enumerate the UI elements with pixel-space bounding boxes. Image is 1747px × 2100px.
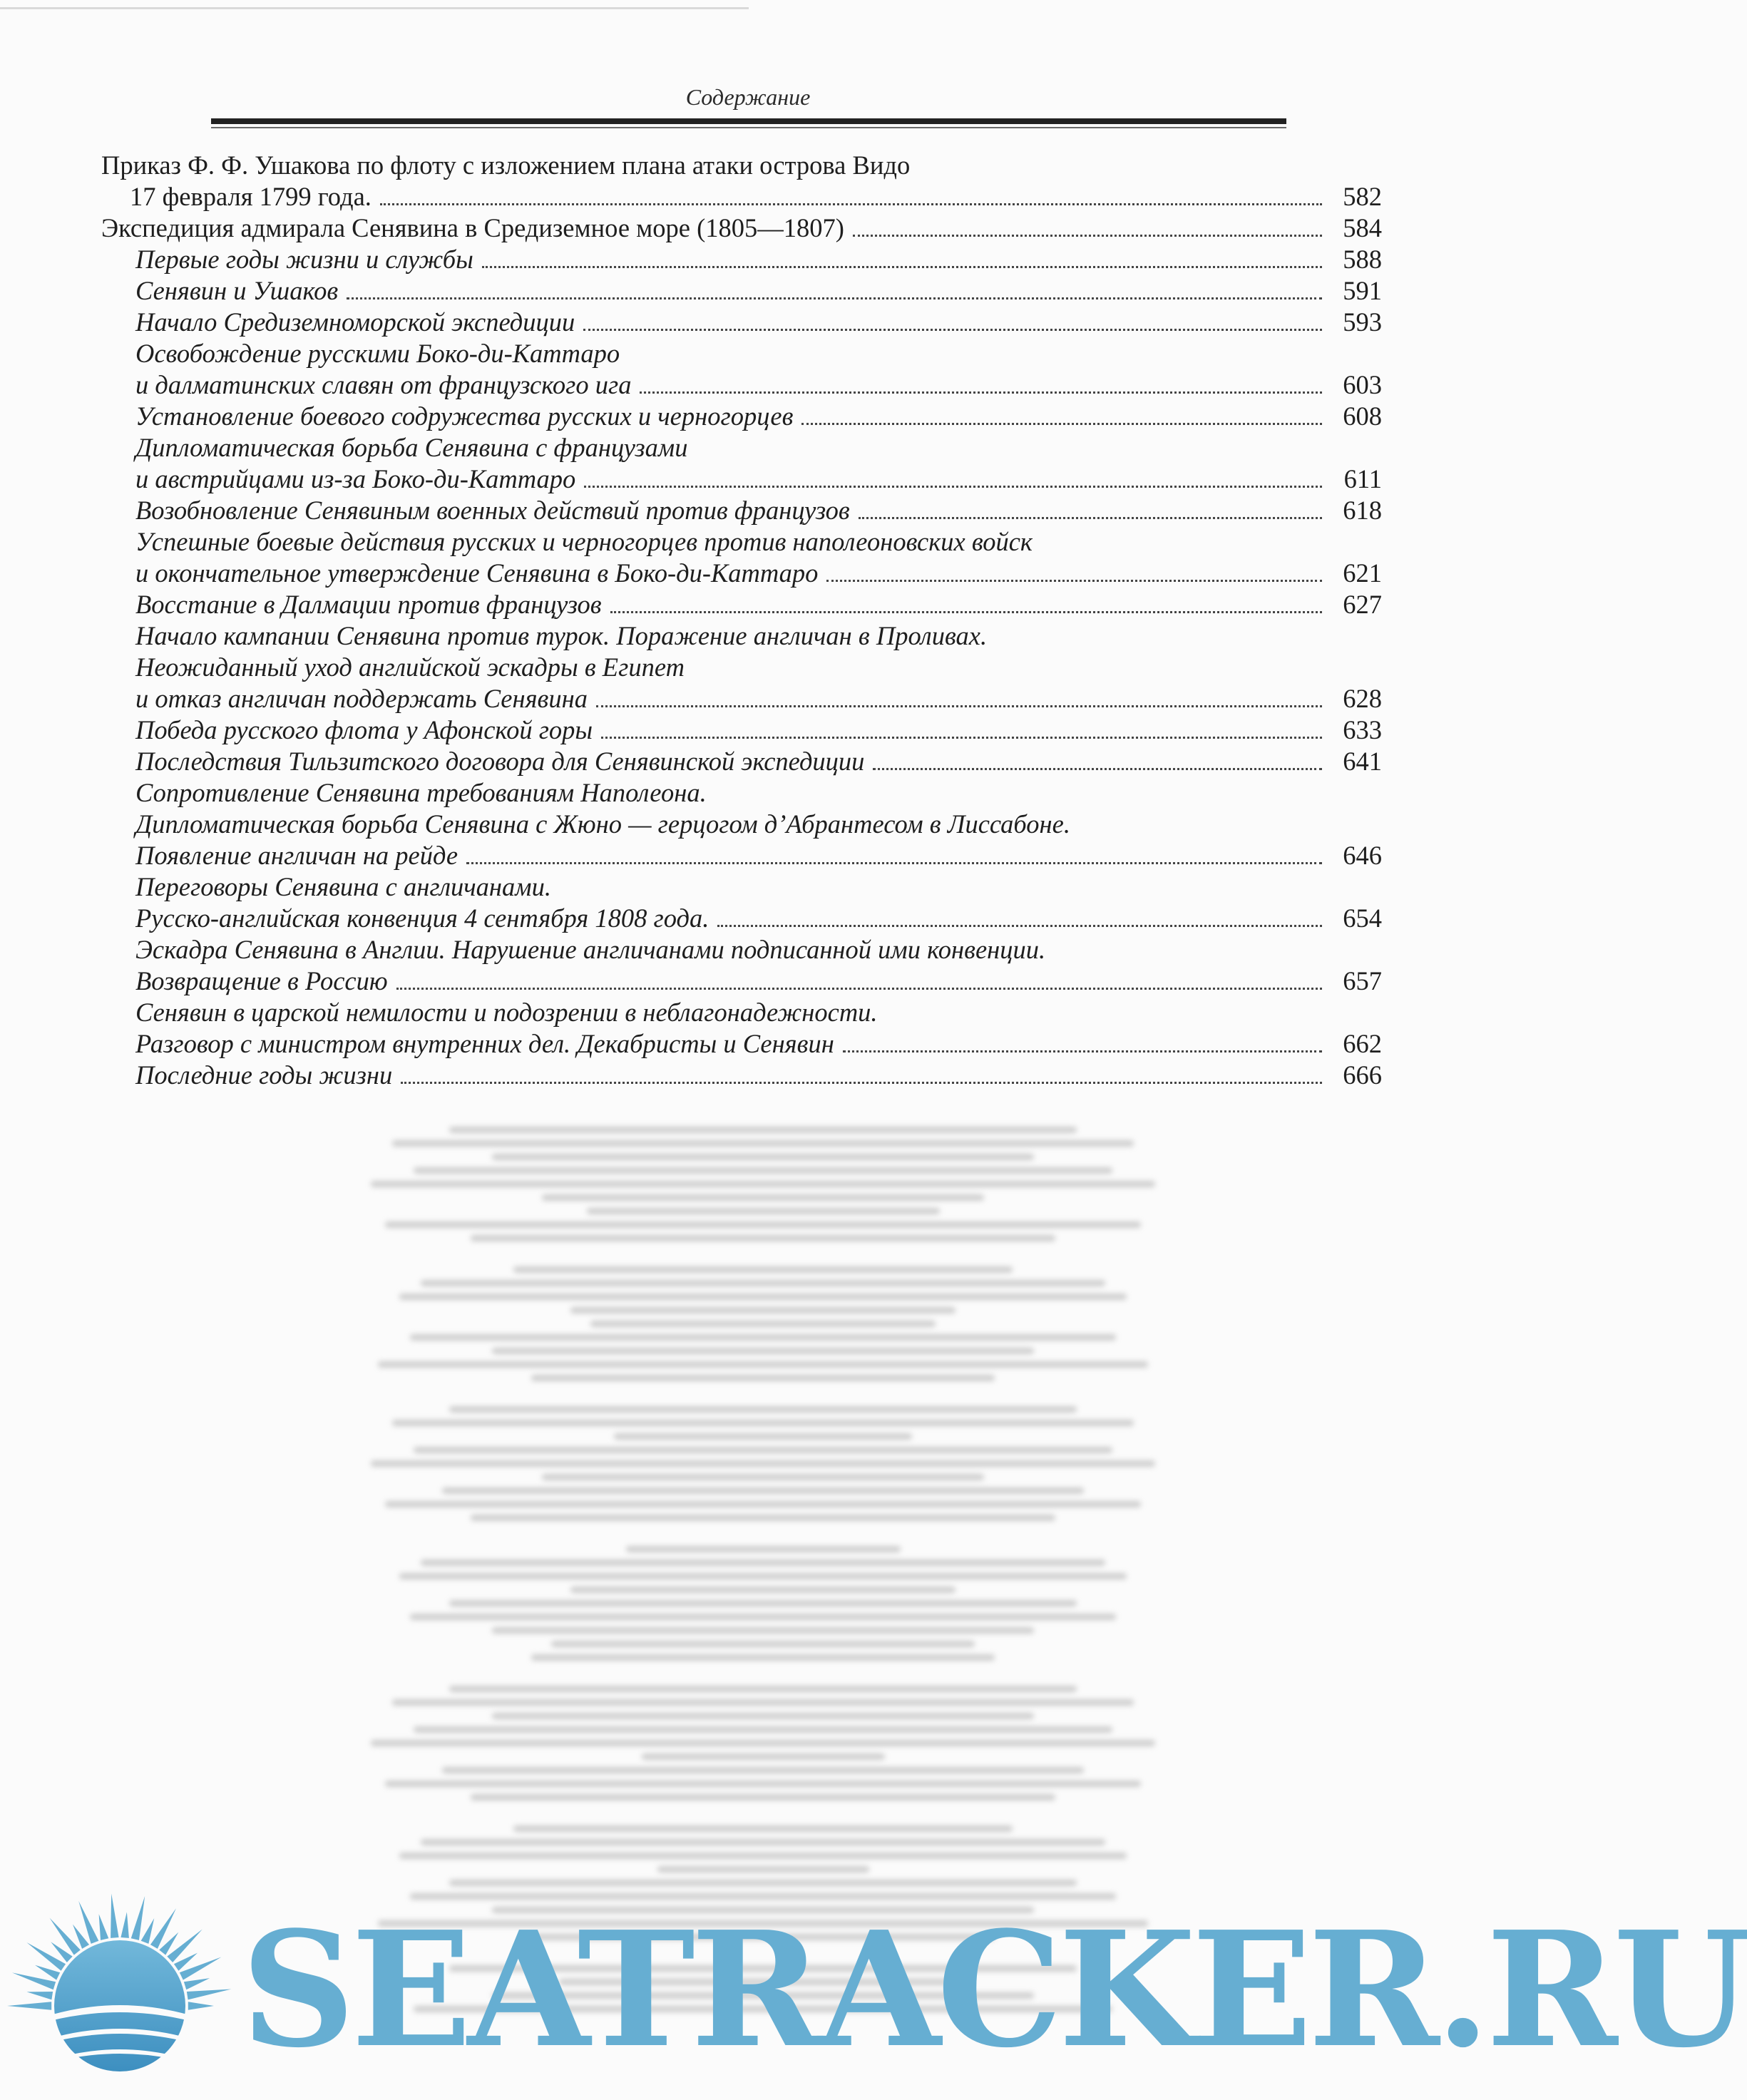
sun-ray	[141, 1918, 155, 1944]
toc-entry	[101, 652, 1382, 683]
sun-ray	[111, 1893, 118, 1937]
toc-entry-title: и австрийцами из-за Боко-ди-Каттаро	[135, 464, 576, 493]
bleed-line	[399, 1573, 1127, 1579]
bleed-line	[399, 1294, 1127, 1300]
dot-leader	[596, 705, 1322, 707]
sun-ray	[35, 1965, 60, 1980]
bleed-line	[590, 1321, 936, 1327]
toc-entry	[101, 1060, 1382, 1091]
bleed-line	[414, 1447, 1112, 1453]
toc-entry	[101, 212, 1382, 244]
bleed-line	[587, 1208, 940, 1214]
toc-entry	[101, 840, 1382, 871]
header-rule	[211, 118, 1286, 124]
dot-leader	[610, 611, 1322, 613]
toc-page-number: 654	[1343, 903, 1382, 933]
toc-entry	[101, 903, 1382, 934]
toc-entry	[101, 1028, 1382, 1060]
sun-ray	[49, 1917, 80, 1955]
bleed-line	[410, 1334, 1116, 1341]
toc-entry	[101, 526, 1382, 558]
bleed-line	[492, 1713, 1034, 1719]
toc-entry-title: Дипломатическая борьба Сенявина с Жюно — герцогом д’Абрантесом в Лиссабоне.	[135, 809, 1070, 839]
bleed-line	[513, 1266, 1013, 1273]
dot-leader	[466, 862, 1322, 864]
toc-entry	[101, 463, 1382, 495]
dot-leader	[583, 329, 1322, 331]
toc-entry	[101, 777, 1382, 809]
sun-ray	[26, 1992, 53, 1999]
bleed-line	[570, 1307, 956, 1313]
toc-entry-title: Успешные боевые действия русских и черногорцев против наполеоновских войск	[135, 527, 1033, 556]
toc-entry	[101, 307, 1382, 338]
toc-entry-title: Возвращение в Россию	[135, 966, 388, 995]
toc-entry-title: Начало Средиземноморской экспедиции	[135, 307, 575, 337]
toc-entry-title: Разговор с министром внутренних дел. Декабристы и Сенявин	[135, 1029, 834, 1058]
toc-entry-title: Восстание в Далмации против французов	[135, 590, 602, 619]
toc-entry	[101, 369, 1382, 401]
toc-page-number: 618	[1343, 496, 1382, 525]
toc-page-number: 666	[1343, 1060, 1382, 1090]
bleed-line	[626, 1546, 901, 1552]
bleed-line	[449, 1686, 1077, 1692]
toc-entry-title: Русско-английская конвенция 4 сентября 1808 года.	[135, 903, 709, 933]
bleed-line	[392, 1420, 1134, 1426]
toc-entry	[101, 432, 1382, 463]
bleed-line	[492, 1348, 1034, 1354]
sun-ray	[187, 1989, 231, 1999]
dot-leader	[801, 423, 1322, 425]
toc-entry	[101, 809, 1382, 840]
toc-entry-title: Сенявин в царской немилости и подозрении в неблагонадежности.	[135, 998, 878, 1027]
toc-entry-title: и окончательное утверждение Сенявина в Боко-ди-Каттаро	[135, 558, 819, 588]
bleed-line	[531, 1654, 995, 1661]
toc-entry	[101, 746, 1382, 777]
toc-page-number: 591	[1343, 276, 1382, 305]
toc-page-number: 657	[1343, 966, 1382, 995]
toc-entry	[101, 338, 1382, 369]
bleed-line	[642, 1753, 885, 1760]
bleed-line	[492, 1154, 1034, 1160]
bleed-line	[392, 1140, 1134, 1147]
toc-entry-title: Последствия Тильзитского договора для Сенявинской экспедиции	[135, 747, 865, 776]
toc-page-number: 611	[1343, 464, 1382, 493]
toc-page-number: 633	[1343, 715, 1382, 744]
toc-page-number: 662	[1343, 1029, 1382, 1058]
bleed-line	[371, 1460, 1155, 1467]
toc-entry-title: Возобновление Сенявиным военных действий против французов	[135, 496, 850, 525]
toc-page-number: 588	[1343, 245, 1382, 274]
toc-entry	[101, 714, 1382, 746]
sun-ray	[188, 2002, 214, 2010]
toc-entry	[101, 683, 1382, 714]
toc-entry-title: Сенявин и Ушаков	[135, 276, 339, 305]
toc-entry	[101, 997, 1382, 1028]
dot-leader	[601, 737, 1322, 739]
sun-ray	[99, 1914, 109, 1940]
toc-entry	[101, 181, 1382, 212]
bleed-line	[410, 1614, 1116, 1620]
bleed-line	[421, 1559, 1105, 1566]
sun-ray	[167, 1930, 202, 1963]
sun-ray	[26, 1942, 66, 1971]
bleed-line	[414, 1167, 1112, 1174]
bleed-line	[471, 1794, 1055, 1801]
toc-page-number: 603	[1343, 370, 1382, 399]
bleed-line	[442, 1767, 1084, 1773]
toc-page-number: 621	[1343, 558, 1382, 588]
toc-entry	[101, 150, 1382, 181]
dot-leader	[826, 580, 1322, 582]
bleed-line	[421, 1839, 1105, 1845]
dot-leader	[843, 1050, 1322, 1052]
watermark-text: SEATRACKER.RU	[241, 1897, 1747, 2083]
dot-leader	[482, 266, 1322, 268]
toc-entry-title: и далматинских славян от французского ига	[135, 370, 632, 399]
toc-entry-title: Переговоры Сенявина с англичанами.	[135, 872, 551, 901]
dot-leader	[853, 235, 1322, 237]
bleed-line	[542, 1474, 984, 1480]
toc-entry-title: Эскадра Сенявина в Англии. Нарушение англичанами подписанной ими конвенции.	[135, 935, 1046, 964]
sun-logo-icon	[13, 1888, 227, 2088]
toc-page-number: 646	[1343, 841, 1382, 870]
sun-ray	[7, 2002, 51, 2010]
bleed-line	[542, 1194, 984, 1201]
toc-entry	[101, 620, 1382, 652]
toc-entry-title: Последние годы жизни	[135, 1060, 393, 1090]
bleed-line	[449, 1600, 1077, 1607]
toc-entry	[101, 275, 1382, 307]
bleed-line	[385, 1501, 1141, 1507]
bleed-line	[570, 1587, 956, 1593]
toc-entry-title: Победа русского флота у Афонской горы	[135, 715, 593, 744]
sun-ray	[12, 1972, 56, 1989]
toc-entry	[101, 966, 1382, 997]
toc-entry-title: Начало кампании Сенявина против турок. Поражение англичан в Проливах.	[135, 621, 988, 650]
toc-entry	[101, 495, 1382, 526]
toc-page-number: 593	[1343, 307, 1382, 337]
bleed-line	[371, 1181, 1155, 1187]
sun-ray	[121, 1912, 128, 1938]
dot-leader	[873, 768, 1322, 770]
bleed-line	[392, 1699, 1134, 1706]
toc-entry-title: Экспедиция адмирала Сенявина в Средиземное море (1805—1807)	[101, 213, 844, 242]
toc-page-number: 641	[1343, 747, 1382, 776]
toc-entry	[101, 589, 1382, 620]
toc-entry-title: Появление англичан на рейде	[135, 841, 458, 870]
toc-entry	[101, 244, 1382, 275]
bleed-line	[371, 1740, 1155, 1746]
bleed-through-text	[357, 1127, 1169, 1975]
dot-leader	[859, 517, 1322, 519]
dot-leader	[401, 1082, 1322, 1084]
dot-leader	[380, 203, 1322, 205]
table-of-contents	[101, 150, 1382, 1091]
bleed-line	[449, 1127, 1077, 1133]
toc-entry-title: Первые годы жизни и службы	[135, 245, 473, 274]
toc-page-number: 608	[1343, 401, 1382, 431]
toc-entry-title: и отказ англичан поддержать Сенявина	[135, 684, 588, 713]
toc-entry-title: Освобождение русскими Боко-ди-Каттаро	[135, 339, 620, 368]
bleed-line	[385, 1781, 1141, 1787]
bleed-line	[378, 1361, 1148, 1368]
dot-leader	[396, 988, 1322, 990]
toc-entry-title: Дипломатическая борьба Сенявина с французами	[135, 433, 688, 462]
dot-leader	[347, 297, 1322, 299]
bleed-line	[492, 1627, 1034, 1634]
toc-entry	[101, 934, 1382, 966]
bleed-line	[449, 1406, 1077, 1413]
dot-leader	[640, 391, 1322, 394]
bleed-line	[551, 1641, 975, 1647]
bleed-line	[513, 1825, 1013, 1832]
toc-entry-title: 17 февраля 1799 года.	[130, 182, 372, 211]
bleed-line	[399, 1853, 1127, 1859]
toc-page-number: 627	[1343, 590, 1382, 619]
toc-page-number: 582	[1343, 182, 1382, 211]
toc-entry-title: Неожиданный уход английской эскадры в Египет	[135, 652, 685, 682]
bleed-line	[442, 1487, 1084, 1494]
bleed-line	[657, 1866, 869, 1873]
top-edge-rule	[0, 0, 749, 9]
toc-entry-title: Установление боевого содружества русских и черногорцев	[135, 401, 794, 431]
dot-leader	[717, 925, 1322, 927]
toc-page-number: 628	[1343, 684, 1382, 713]
toc-entry	[101, 558, 1382, 589]
sun-ray	[131, 1896, 145, 1940]
dot-leader	[584, 486, 1322, 488]
toc-entry	[101, 871, 1382, 903]
sun-ray	[184, 1978, 210, 1989]
toc-page-number: 584	[1343, 213, 1382, 242]
bleed-line	[531, 1375, 995, 1381]
page-header-title: Содержание	[685, 84, 811, 110]
toc-entry	[101, 401, 1382, 432]
bleed-line	[614, 1433, 912, 1440]
watermark	[0, 1883, 1747, 2100]
toc-entry-title: Приказ Ф. Ф. Ушакова по флоту с изложением плана атаки острова Видо	[101, 150, 911, 180]
bleed-line	[385, 1221, 1141, 1228]
bleed-line	[471, 1515, 1055, 1521]
bleed-line	[421, 1280, 1105, 1286]
bleed-line	[414, 1726, 1112, 1733]
bleed-line	[471, 1235, 1055, 1241]
toc-entry-title: Сопротивление Сенявина требованиям Наполеона.	[135, 778, 707, 807]
